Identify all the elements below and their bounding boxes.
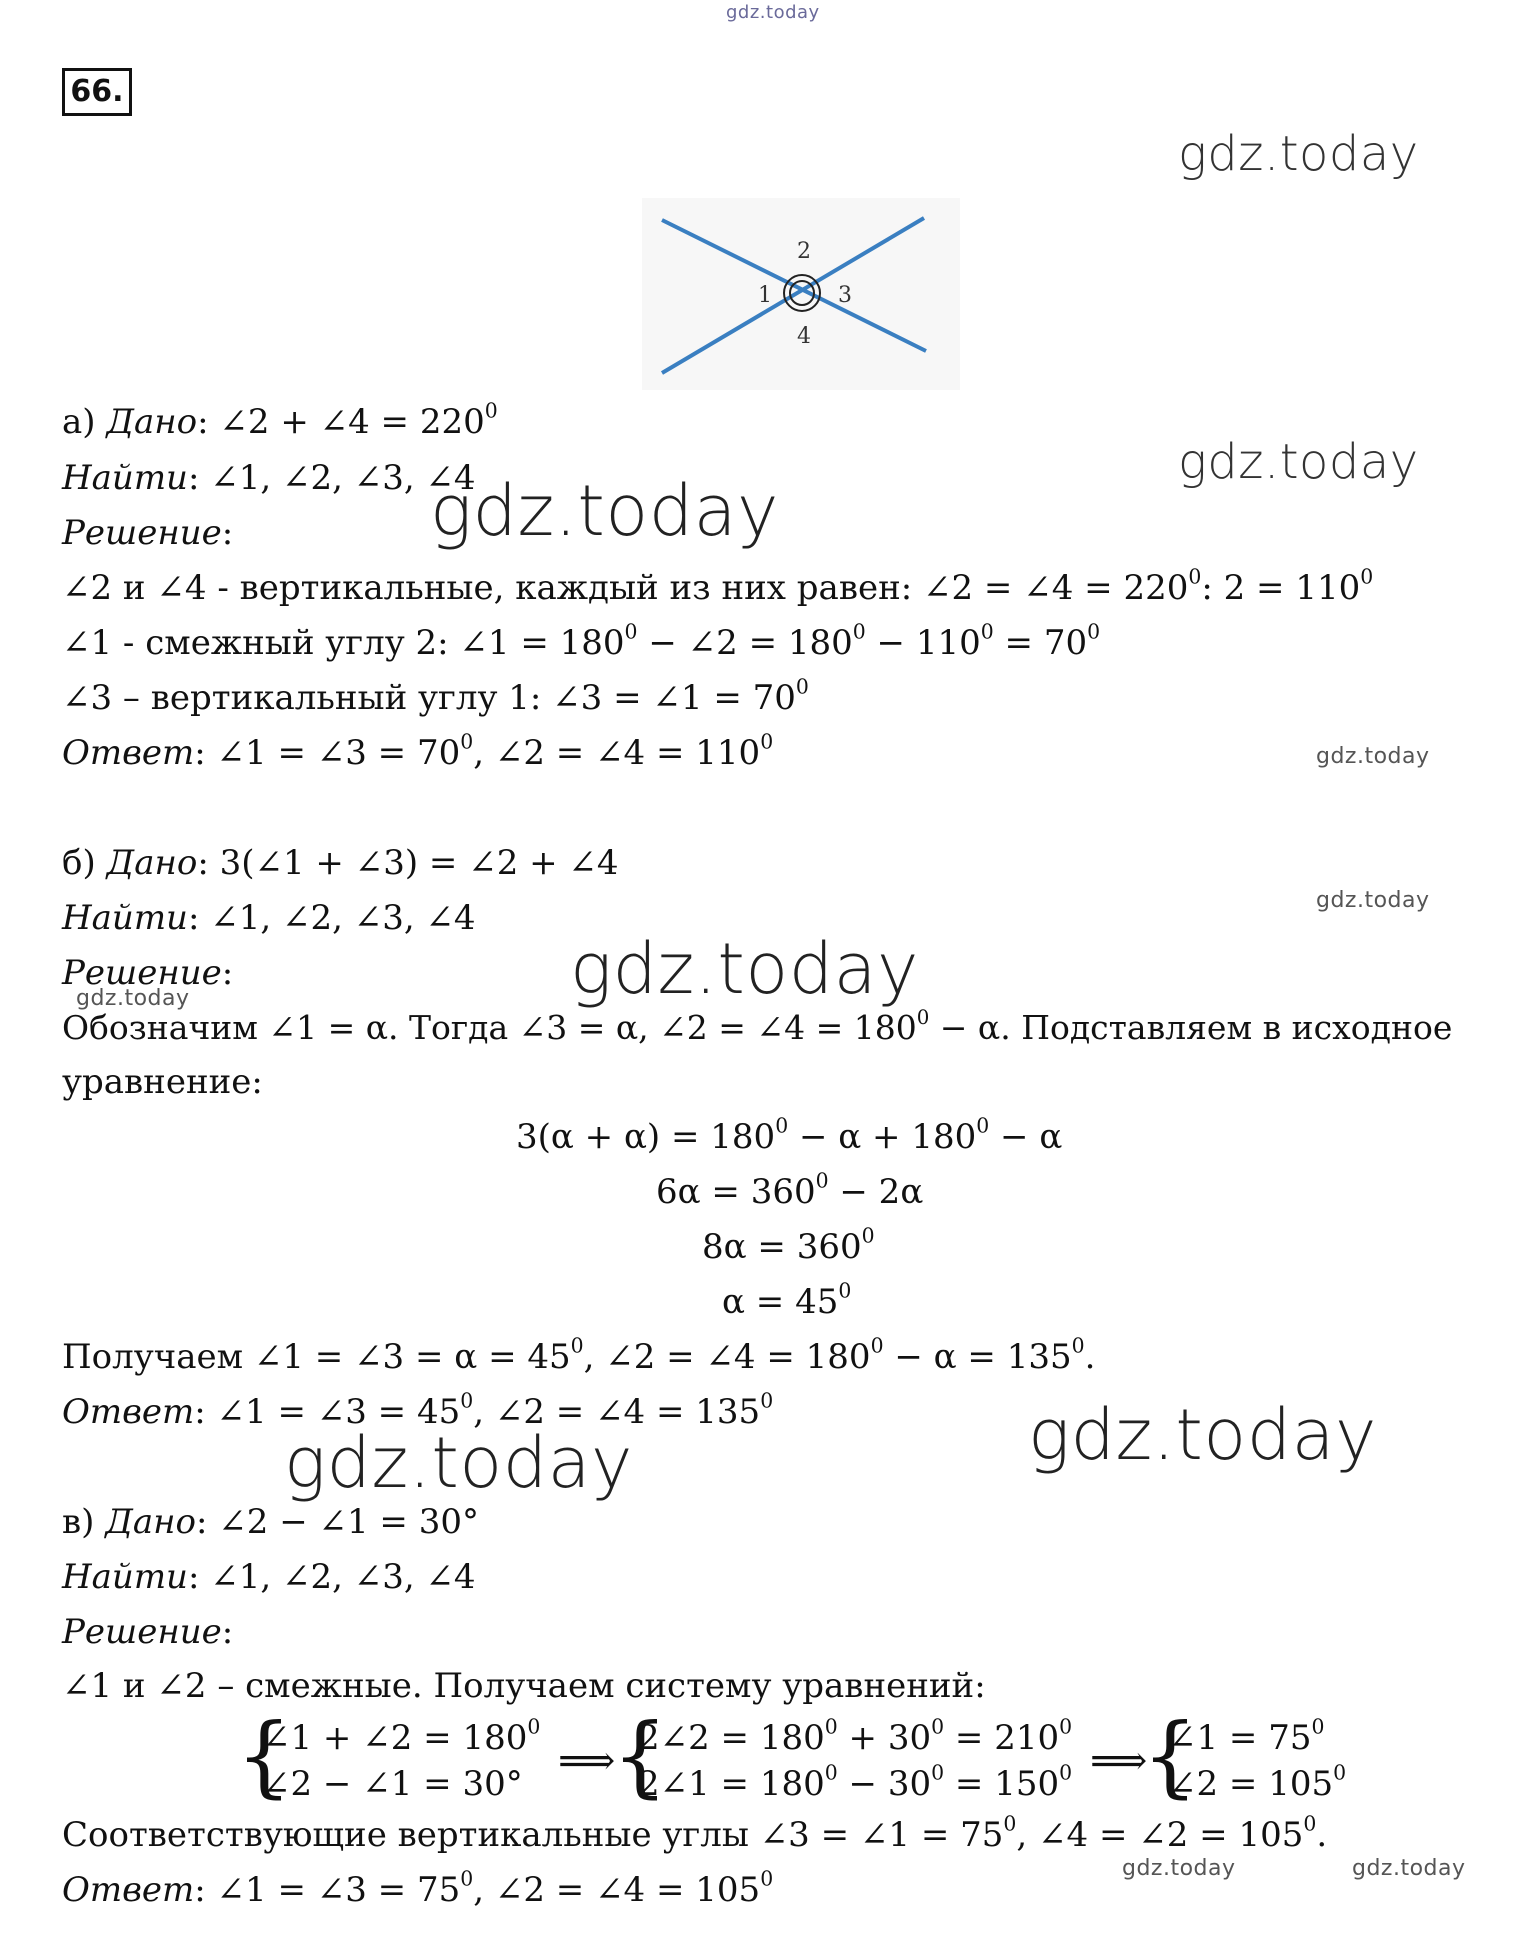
watermark-small-v1: gdz.today: [1122, 1856, 1236, 1881]
part-a-line-1: ∠2 и ∠4 - вертикальные, каждый из них равен: ∠2 = ∠4 = $220^0$: $2 = 110^0$: [62, 564, 1374, 608]
angle-label-2: 2: [797, 239, 811, 264]
part-b-eq-4: $\alpha = 45^0$: [722, 1278, 852, 1322]
implies-arrow-1: ⟹: [558, 1738, 616, 1784]
angle-label-3: 3: [838, 283, 852, 308]
watermark-small-v2: gdz.today: [1352, 1856, 1466, 1881]
part-v-answer: Ответ: ∠1 = ∠3 = $75^0$, ∠2 = ∠4 = $105^0$: [62, 1866, 774, 1910]
part-v-given: в) Дано: ∠2 − ∠1 = 30°: [62, 1502, 479, 1542]
system-1-brace: {: [236, 1704, 292, 1807]
part-b-eq-1: $3(\alpha + \alpha) = 180^0 - \alpha + 180^0 - \alpha$: [516, 1113, 1063, 1157]
watermark-right-1: gdz.today: [1178, 126, 1419, 182]
system-2-brace: {: [612, 1704, 668, 1807]
part-b-line-1: Обозначим ∠1 = α. Тогда ∠3 = α, ∠2 = ∠4 = $180^0 - \alpha$. Подставляем в исходное: [62, 1006, 1453, 1047]
system-3-row-2: ∠2 = $105^0$: [1168, 1760, 1347, 1804]
part-b-answer: Ответ: ∠1 = ∠3 = $45^0$, ∠2 = ∠4 = $135^0$: [62, 1388, 774, 1432]
system-3-brace: {: [1142, 1704, 1198, 1807]
angle-label-4: 4: [797, 324, 811, 349]
watermark-mid-b: gdz.today: [570, 928, 919, 1010]
part-b-line-2: уравнение:: [62, 1062, 263, 1102]
part-a-solution-label: Решение:: [62, 513, 234, 553]
system-3-row-1: ∠1 = $75^0$: [1168, 1714, 1325, 1758]
watermark-top: gdz.today: [726, 2, 820, 23]
part-v-solution-label: Решение:: [62, 1612, 234, 1652]
part-b-solution-label: Решение:: [62, 953, 234, 993]
system-1-row-2: ∠2 − ∠1 = 30°: [262, 1764, 523, 1804]
part-a-find: Найти: ∠1, ∠2, ∠3, ∠4: [62, 458, 476, 498]
part-a-answer: Ответ: ∠1 = ∠3 = $70^0$, ∠2 = ∠4 = $110^0$: [62, 729, 774, 773]
system-1-row-1: ∠1 + ∠2 = $180^0$: [262, 1714, 541, 1758]
part-b-find: Найти: ∠1, ∠2, ∠3, ∠4: [62, 898, 476, 938]
part-v-result: Соответствующие вертикальные углы ∠3 = ∠1 = $75^0$, ∠4 = ∠2 = $105^0$.: [62, 1811, 1328, 1855]
system-2-row-2: 2∠1 = $180^0 - 30^0 = 150^0$: [638, 1760, 1073, 1804]
watermark-big-b-right: gdz.today: [1028, 1394, 1377, 1476]
implies-arrow-2: ⟹: [1090, 1738, 1148, 1784]
watermark-small-b2: gdz.today: [76, 986, 190, 1011]
watermark-right-2: gdz.today: [1178, 434, 1419, 490]
angle-label-1: 1: [758, 283, 772, 308]
watermark-mid-a: gdz.today: [430, 470, 779, 552]
part-v-find: Найти: ∠1, ∠2, ∠3, ∠4: [62, 1557, 476, 1597]
watermark-mid-b-left: gdz.today: [284, 1422, 633, 1504]
part-a-given: а) Дано: ∠2 + ∠4 = $220^0$: [62, 398, 498, 442]
part-b-eq-3: $8\alpha = 360^0$: [702, 1223, 875, 1267]
watermark-small-b1: gdz.today: [1316, 888, 1430, 913]
part-v-line-1: ∠1 и ∠2 – смежные. Получаем систему уравнений:: [62, 1666, 986, 1706]
system-2-row-1: 2∠2 = $180^0 + 30^0 = 210^0$: [638, 1714, 1073, 1758]
part-b-eq-2: $6\alpha = 360^0 - 2\alpha$: [656, 1168, 924, 1212]
part-a-line-3: ∠3 – вертикальный углу 1: ∠3 = ∠1 = $70^0$: [62, 674, 809, 718]
angle-figure: [642, 198, 960, 390]
problem-number: 66.: [62, 68, 132, 116]
watermark-small-a: gdz.today: [1316, 744, 1430, 769]
intersecting-lines-diagram: [642, 198, 960, 390]
part-b-result: Получаем ∠1 = ∠3 = $\alpha = 45^0$, ∠2 = ∠4 = $180^0 - \alpha = 135^0$.: [62, 1333, 1096, 1377]
part-b-given: б) Дано: 3(∠1 + ∠3) = ∠2 + ∠4: [62, 843, 619, 883]
part-a-line-2: ∠1 - смежный углу 2: ∠1 = $180^0$ − ∠2 = $180^0 - 110^0 = 70^0$: [62, 619, 1101, 663]
